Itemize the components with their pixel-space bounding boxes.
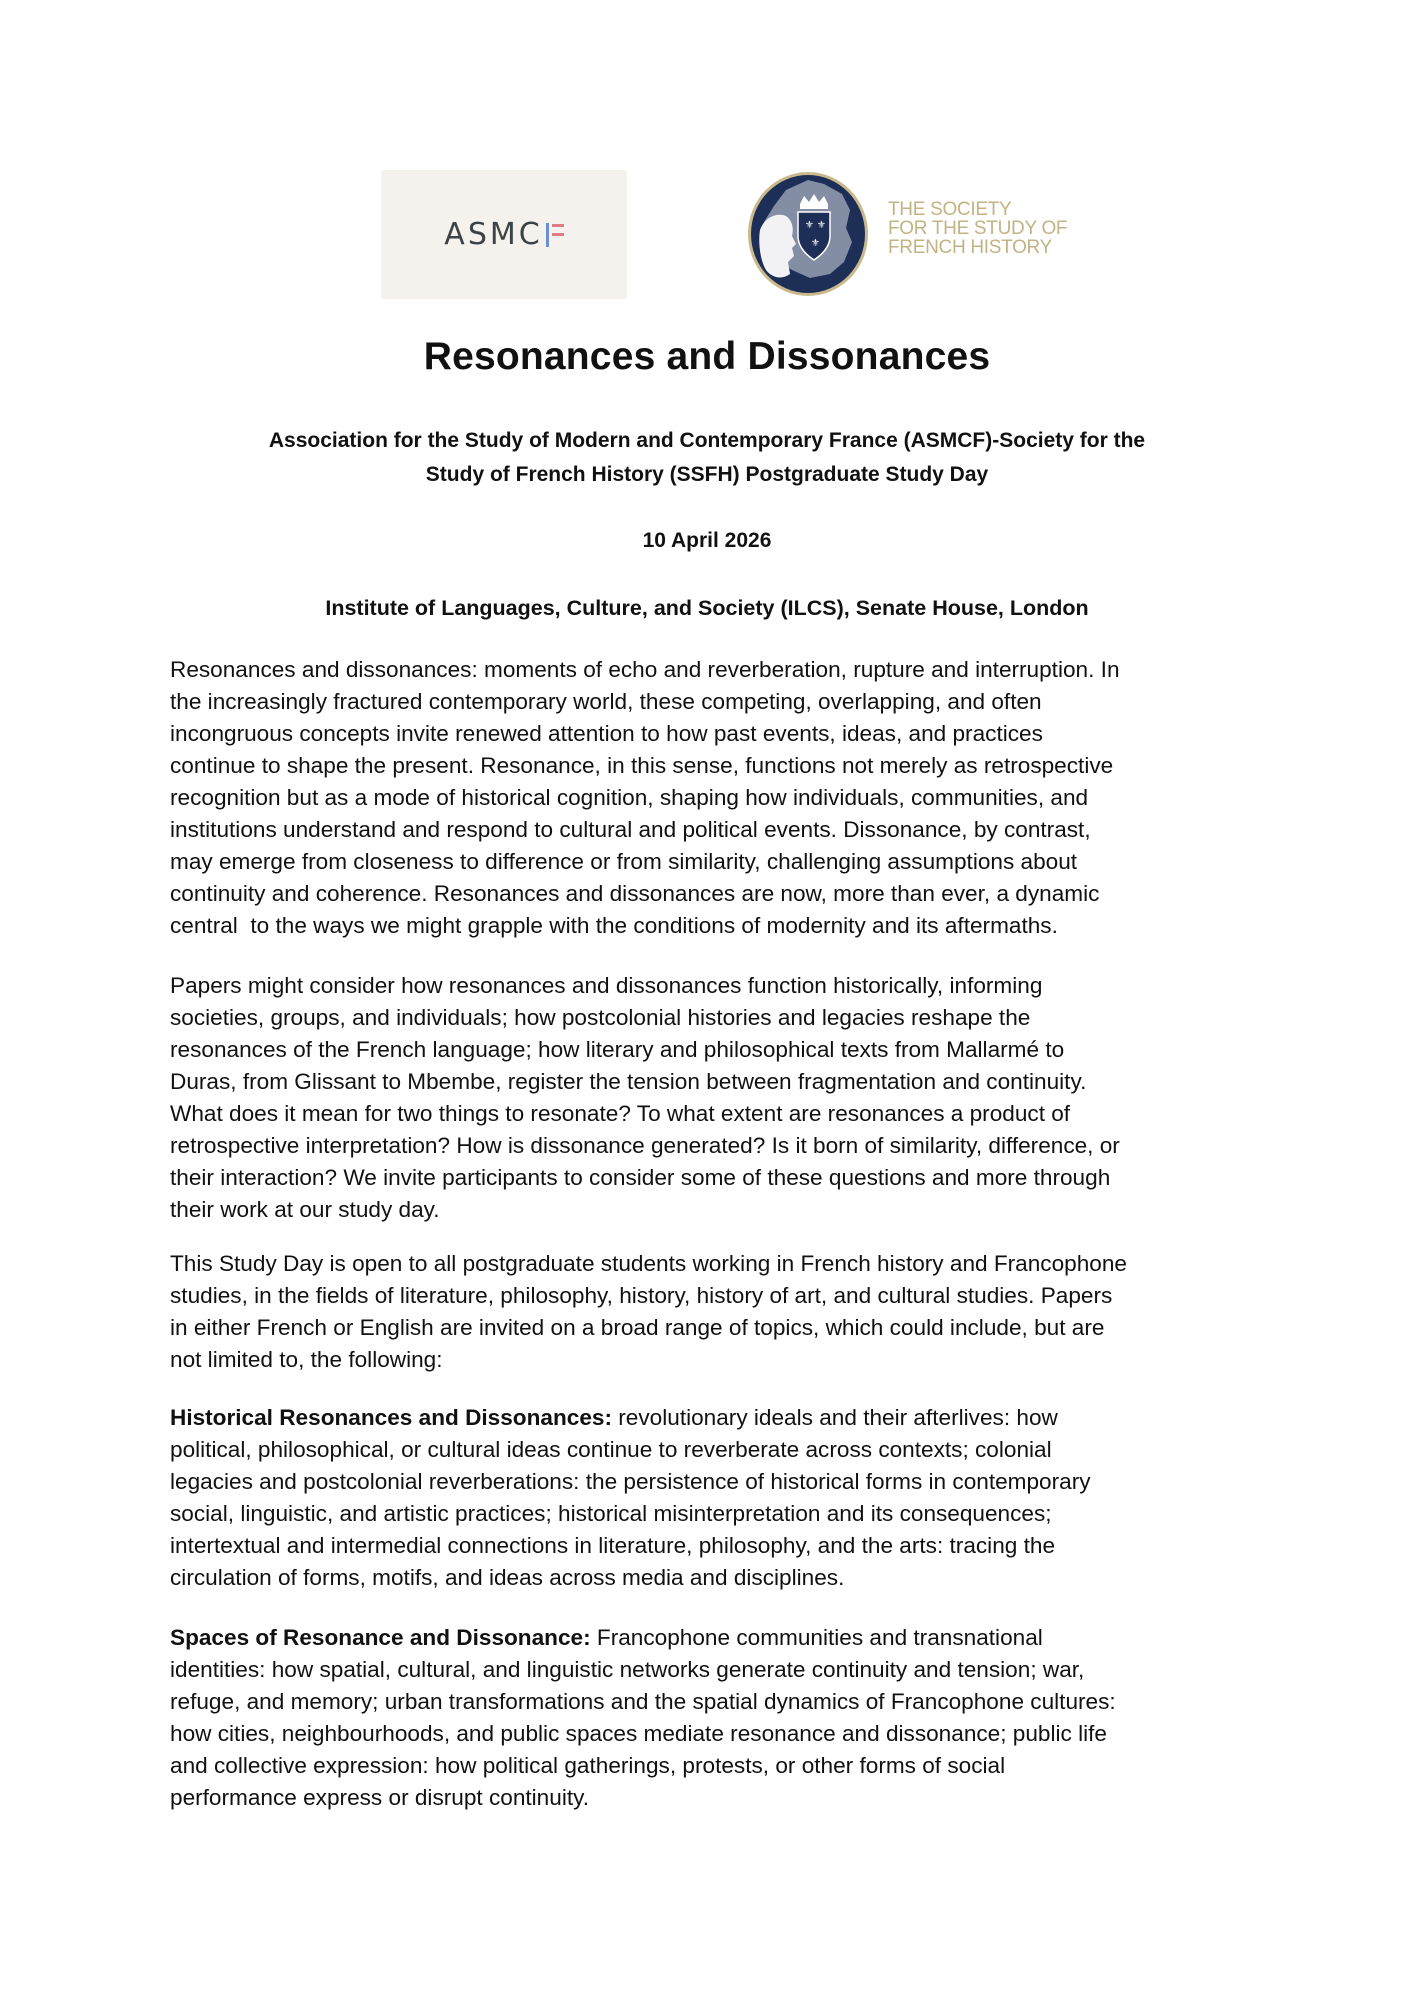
text-line: retrospective interpretation? How is dissonance generated? Is it born of similarity, difference, or [170,1133,1120,1158]
svg-text:⚜: ⚜ [817,220,826,231]
svg-text:⚜: ⚜ [805,220,814,231]
asmcf-logo [381,170,627,299]
text-line: in either French or English are invited on a broad range of topics, which could include, but are [170,1315,1105,1340]
section-spaces [170,1622,1250,1814]
text-line: Resonances and dissonances: moments of echo and reverberation, rupture and interruption. In [170,657,1120,682]
ssfh-wordmark [888,200,1067,257]
text-line: and collective expression: how political gatherings, protests, or other forms of social [170,1753,1006,1778]
event-subtitle [180,424,1234,492]
ssfh-emblem-icon [746,170,870,298]
text-line: resonances of the French language; how literary and philosophical texts from Mallarmé to [170,1037,1065,1062]
text-line: performance express or disrupt continuity. [170,1785,590,1810]
intro-paragraph [170,654,1250,942]
text-line: This Study Day is open to all postgraduate students working in French history and Francophone [170,1251,1128,1276]
text-line: not limited to, the following: [170,1347,443,1372]
text-line: continue to shape the present. Resonance, in this sense, functions not merely as retrospective [170,753,1114,778]
section-historical [170,1402,1250,1594]
section-heading: Historical Resonances and Dissonances: [170,1405,612,1430]
ssfh-line-2: FOR THE STUDY OF [888,218,1068,239]
asmcf-f-glyph-icon [546,223,564,247]
text-line: continuity and coherence. Resonances and dissonances are now, more than ever, a dynamic [170,881,1100,906]
text-line: may emerge from closeness to difference or from similarity, challenging assumptions about [170,849,1078,874]
text-line: institutions understand and respond to cultural and political events. Dissonance, by contrast, [170,817,1091,842]
papers-paragraph [170,970,1250,1226]
section-text: Francophone communities and transnational [590,1625,1043,1650]
text-line: political, philosophical, or cultural ideas continue to reverberate across contexts; colonial [170,1437,1052,1462]
ssfh-line-1: THE SOCIETY [888,199,1012,220]
text-line: recognition but as a mode of historical cognition, shaping how individuals, communities, and [170,785,1089,810]
text-line: their interaction? We invite participants to consider some of these questions and more through [170,1165,1111,1190]
event-venue: Institute of Languages, Culture, and Society (ILCS), Senate House, London [325,596,1089,620]
text-line: Duras, from Glissant to Mbembe, register the tension between fragmentation and continuity. [170,1069,1087,1094]
text-line: What does it mean for two things to resonate? To what extent are resonances a product of [170,1101,1071,1126]
text-line: Papers might consider how resonances and dissonances function historically, informing [170,973,1043,998]
text-line: how cities, neighbourhoods, and public spaces mediate resonance and dissonance; public life [170,1721,1107,1746]
text-line: refuge, and memory; urban transformations and the spatial dynamics of Francophone cultures: [170,1689,1116,1714]
text-line: legacies and postcolonial reverberations: the persistence of historical forms in contemporary [170,1469,1091,1494]
event-date: 10 April 2026 [642,529,772,552]
text-line: circulation of forms, motifs, and ideas across media and disciplines. [170,1565,845,1590]
text-line: intertextual and intermedial connections in literature, philosophy, and the arts: tracing the [170,1533,1056,1558]
asmcf-wordmark [444,217,563,252]
subtitle-line: Association for the Study of Modern and Contemporary France (ASMCF)-Society for the [268,429,1146,452]
text-line: incongruous concepts invite renewed attention to how past events, ideas, and practices [170,721,1043,746]
ssfh-line-3: FRENCH HISTORY [888,237,1053,258]
text-line [170,1402,1250,1434]
eligibility-paragraph [170,1248,1250,1376]
section-text: revolutionary ideals and their afterlives: how [612,1405,1058,1430]
section-heading: Spaces of Resonance and Dissonance: [170,1625,591,1650]
text-line: the increasingly fractured contemporary world, these competing, overlapping, and often [170,689,1042,714]
text-line: their work at our study day. [170,1197,440,1222]
text-line: identities: how spatial, cultural, and linguistic networks generate continuity and tension; war, [170,1657,1085,1682]
document-title: Resonances and Dissonances [423,335,991,378]
subtitle-line: Study of French History (SSFH) Postgraduate Study Day [425,463,989,486]
text-line: central to the ways we might grapple with the conditions of modernity and its aftermaths. [170,913,1058,938]
text-line [170,1622,1250,1654]
text-line: societies, groups, and individuals; how postcolonial histories and legacies reshape the [170,1005,1031,1030]
text-line: social, linguistic, and artistic practices; historical misinterpretation and its consequences; [170,1501,1052,1526]
text-line: studies, in the fields of literature, philosophy, history, history of art, and cultural studies. Papers [170,1283,1113,1308]
asmcf-wordmark-text: ASMC [444,217,543,252]
svg-text:⚜: ⚜ [811,238,820,249]
